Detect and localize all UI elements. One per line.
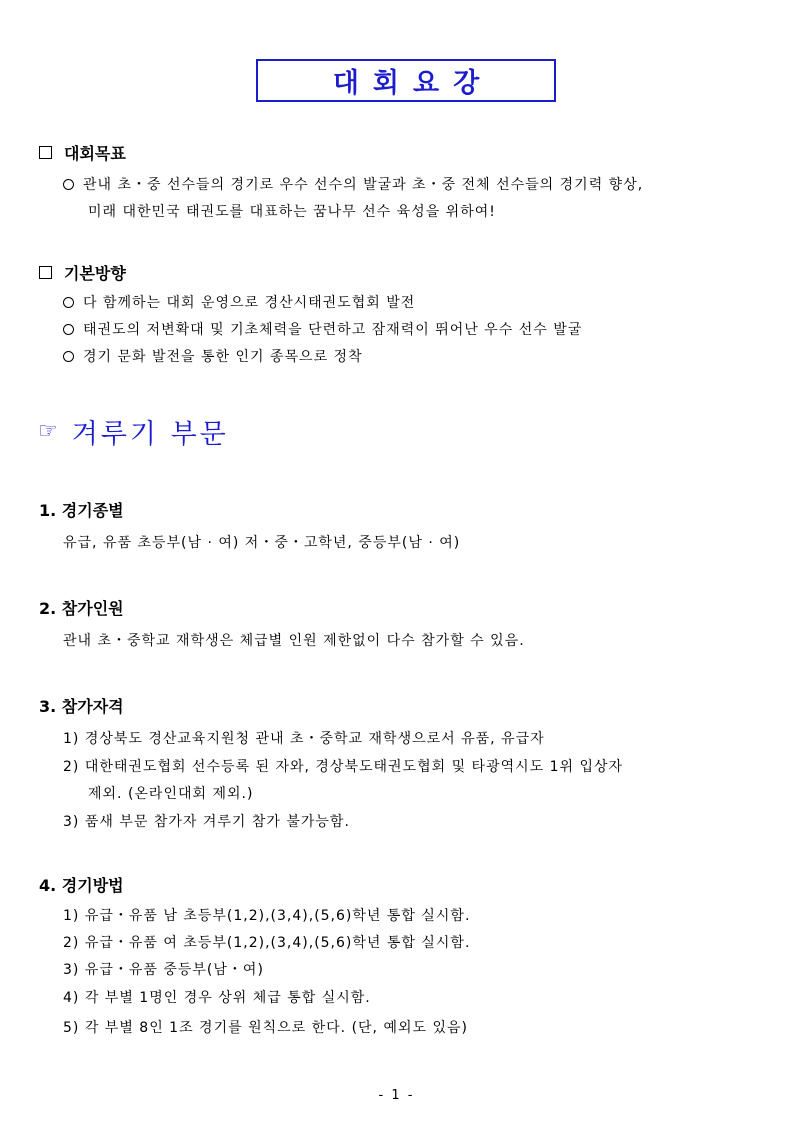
goal-line-2: 미래 대한민국 태권도를 대표하는 꿈나무 선수 육성을 위하여!	[88, 204, 496, 220]
section-4-heading: 4. 경기방법	[39, 876, 124, 895]
goal-heading	[39, 141, 126, 164]
section-4-item-2: 2) 유급・유품 여 초등부(1,2),(3,4),(5,6)학년 통합 실시함.	[63, 935, 471, 951]
circle-bullet-icon	[63, 297, 74, 308]
circle-bullet-icon	[63, 351, 74, 362]
direction-item-3: 경기 문화 발전을 통한 인기 종목으로 정착	[63, 346, 363, 366]
direction-item-2: 태권도의 저변확대 및 기초체력을 단련하고 잠재력이 뛰어난 우수 선수 발굴	[63, 319, 582, 339]
section-4-item-3: 3) 유급・유품 중등부(남・여)	[63, 962, 264, 978]
division-title-text: 겨루기 부문	[71, 419, 229, 450]
section-3-item-2-cont: 제외. (온라인대회 제외.)	[88, 786, 254, 802]
section-3-heading: 3. 참가자격	[39, 697, 124, 716]
goal-heading-text: 대회목표	[64, 144, 126, 163]
page-number: - 1 -	[378, 1088, 415, 1103]
section-2-text: 관내 초・중학교 재학생은 체급별 인원 제한없이 다수 참가할 수 있음.	[63, 633, 525, 649]
section-2-heading: 2. 참가인원	[39, 599, 124, 618]
direction-heading-text: 기본방향	[64, 264, 126, 283]
pointing-hand-icon: ☞	[38, 419, 58, 444]
section-4-item-1: 1) 유급・유품 남 초등부(1,2),(3,4),(5,6)학년 통합 실시함.	[63, 908, 471, 924]
document-title: 대회요강	[332, 68, 494, 99]
section-3-item-3: 3) 품새 부문 참가자 겨루기 참가 불가능함.	[63, 814, 350, 830]
section-4-item-5: 5) 각 부별 8인 1조 경기를 원칙으로 한다. (단, 예외도 있음)	[63, 1020, 468, 1036]
direction-item-1: 다 함께하는 대회 운영으로 경산시태권도협회 발전	[63, 292, 415, 312]
checkbox-square-icon	[39, 146, 52, 159]
circle-bullet-icon	[63, 179, 74, 190]
section-3-item-2: 2) 대한태권도협회 선수등록 된 자와, 경상북도태권도협회 및 타광역시도 1위 입상자	[63, 759, 624, 775]
checkbox-square-icon	[39, 266, 52, 279]
title-box	[256, 59, 556, 102]
section-4-item-4: 4) 각 부별 1명인 경우 상위 체급 통합 실시함.	[63, 990, 371, 1006]
section-3-item-1: 1) 경상북도 경산교육지원청 관내 초・중학교 재학생으로서 유품, 유급자	[63, 731, 545, 747]
division-title	[38, 412, 229, 451]
section-1-heading: 1. 경기종별	[39, 501, 124, 520]
goal-line-1: 관내 초・중 선수들의 경기로 우수 선수의 발굴과 초・중 전체 선수들의 경기력 향상,	[63, 174, 643, 194]
direction-heading	[39, 261, 126, 284]
circle-bullet-icon	[63, 324, 74, 335]
section-1-text: 유급, 유품 초등부(남 · 여) 저・중・고학년, 중등부(남 · 여)	[63, 535, 461, 551]
